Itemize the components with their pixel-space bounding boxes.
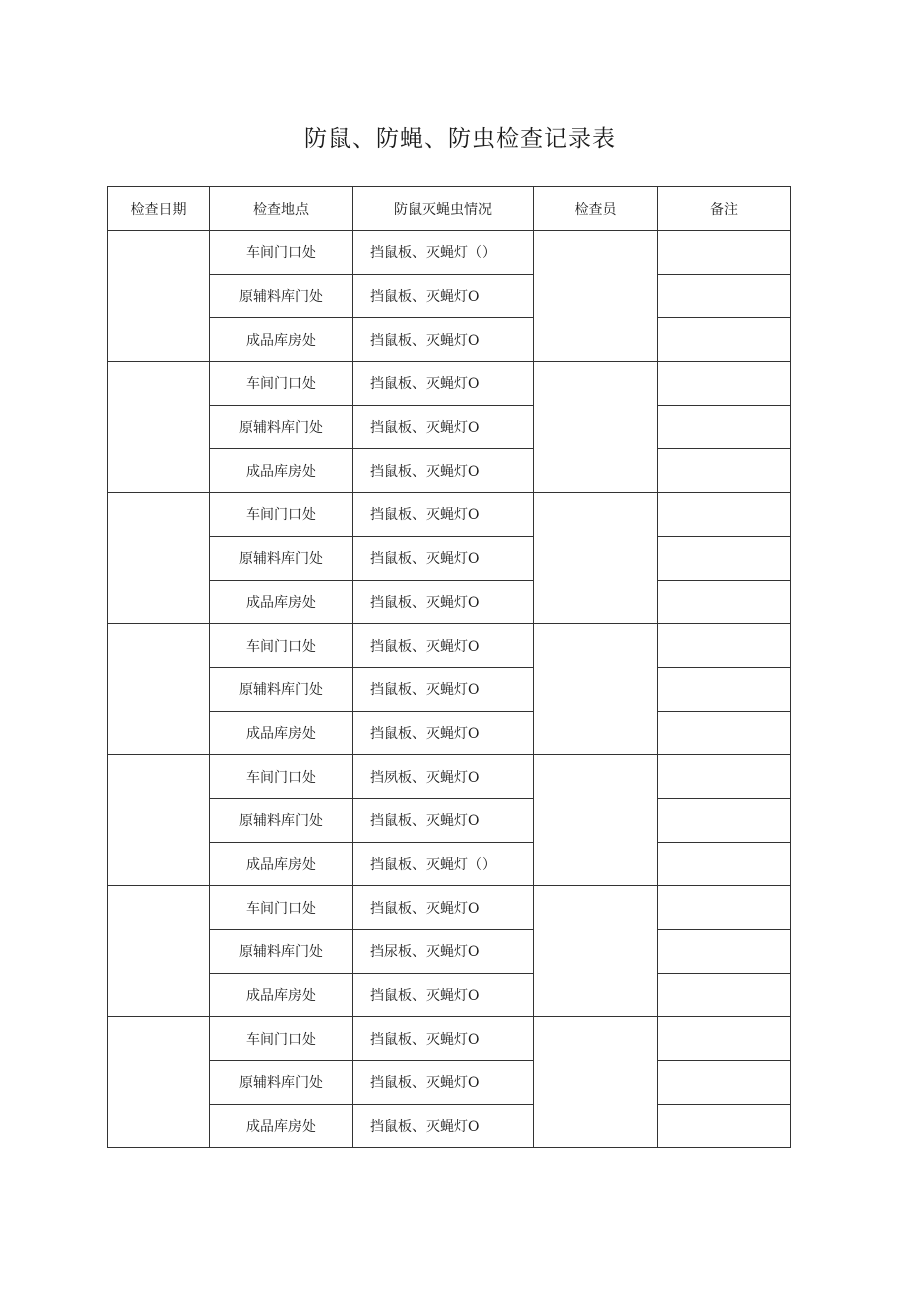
location-cell: 成品库房处	[210, 842, 353, 886]
remark-cell[interactable]	[658, 362, 791, 406]
remark-cell[interactable]	[658, 1061, 791, 1105]
location-cell: 成品库房处	[210, 1104, 353, 1148]
table-row	[108, 755, 791, 799]
table-row	[108, 274, 791, 318]
location-cell: 车间门口处	[210, 886, 353, 930]
location-cell: 原辅料库门处	[210, 667, 353, 711]
table-row	[108, 580, 791, 624]
status-cell: 挡鼠板、灭蝇灯O	[353, 405, 534, 449]
location-cell: 原辅料库门处	[210, 930, 353, 974]
location-cell: 车间门口处	[210, 231, 353, 275]
table-row	[108, 973, 791, 1017]
date-cell[interactable]	[108, 886, 210, 1017]
status-cell: 挡鼠板、灭蝇灯O	[353, 624, 534, 668]
table-row	[108, 798, 791, 842]
remark-cell[interactable]	[658, 231, 791, 275]
inspector-cell[interactable]	[534, 493, 658, 624]
status-cell: 挡鼠板、灭蝇灯O	[353, 536, 534, 580]
status-cell: 挡鼠板、灭蝇灯O	[353, 1104, 534, 1148]
status-cell: 挡夙板、灭蝇灯O	[353, 755, 534, 799]
status-cell: 挡鼠板、灭蝇灯O	[353, 449, 534, 493]
remark-cell[interactable]	[658, 886, 791, 930]
table-row	[108, 667, 791, 711]
remark-cell[interactable]	[658, 318, 791, 362]
remark-cell[interactable]	[658, 711, 791, 755]
status-cell: 挡尿板、灭蝇灯O	[353, 930, 534, 974]
status-cell: 挡鼠板、灭蝇灯O	[353, 711, 534, 755]
inspector-cell[interactable]	[534, 624, 658, 755]
remark-cell[interactable]	[658, 536, 791, 580]
status-cell: 挡鼠板、灭蝇灯O	[353, 886, 534, 930]
status-cell: 挡鼠板、灭蝇灯O	[353, 973, 534, 1017]
header-status: 防鼠灭蝇虫情况	[353, 187, 534, 231]
table-row	[108, 886, 791, 930]
table-row	[108, 930, 791, 974]
location-cell: 原辅料库门处	[210, 536, 353, 580]
date-cell[interactable]	[108, 231, 210, 362]
table-row	[108, 231, 791, 275]
status-cell: 挡鼠板、灭蝇灯O	[353, 1061, 534, 1105]
location-cell: 车间门口处	[210, 624, 353, 668]
remark-cell[interactable]	[658, 493, 791, 537]
table-row	[108, 536, 791, 580]
inspector-cell[interactable]	[534, 755, 658, 886]
header-remark: 备注	[658, 187, 791, 231]
page-title: 防鼠、防蝇、防虫检查记录表	[304, 126, 616, 152]
date-cell[interactable]	[108, 362, 210, 493]
location-cell: 成品库房处	[210, 449, 353, 493]
table-row	[108, 493, 791, 537]
location-cell: 成品库房处	[210, 318, 353, 362]
status-cell: 挡鼠板、灭蝇灯O	[353, 798, 534, 842]
remark-cell[interactable]	[658, 667, 791, 711]
remark-cell[interactable]	[658, 973, 791, 1017]
inspector-cell[interactable]	[534, 886, 658, 1017]
table-row	[108, 711, 791, 755]
status-cell: 挡鼠板、灭蝇灯O	[353, 318, 534, 362]
table-body	[108, 231, 791, 1148]
table-row	[108, 405, 791, 449]
table-header-row	[108, 187, 791, 231]
location-cell: 原辅料库门处	[210, 798, 353, 842]
status-cell: 挡鼠板、灭蝇灯O	[353, 667, 534, 711]
remark-cell[interactable]	[658, 1104, 791, 1148]
table-row	[108, 362, 791, 406]
header-location: 检查地点	[210, 187, 353, 231]
table-row	[108, 1061, 791, 1105]
remark-cell[interactable]	[658, 842, 791, 886]
date-cell[interactable]	[108, 1017, 210, 1148]
remark-cell[interactable]	[658, 580, 791, 624]
location-cell: 原辅料库门处	[210, 1061, 353, 1105]
location-cell: 车间门口处	[210, 493, 353, 537]
remark-cell[interactable]	[658, 798, 791, 842]
status-cell: 挡鼠板、灭蝇灯O	[353, 1017, 534, 1061]
location-cell: 成品库房处	[210, 580, 353, 624]
location-cell: 原辅料库门处	[210, 405, 353, 449]
table-row	[108, 624, 791, 668]
status-cell: 挡鼠板、灭蝇灯O	[353, 580, 534, 624]
date-cell[interactable]	[108, 624, 210, 755]
date-cell[interactable]	[108, 493, 210, 624]
location-cell: 成品库房处	[210, 711, 353, 755]
location-cell: 原辅料库门处	[210, 274, 353, 318]
location-cell: 车间门口处	[210, 755, 353, 799]
remark-cell[interactable]	[658, 755, 791, 799]
location-cell: 成品库房处	[210, 973, 353, 1017]
status-cell: 挡鼠板、灭蝇灯O	[353, 274, 534, 318]
remark-cell[interactable]	[658, 930, 791, 974]
location-cell: 车间门口处	[210, 1017, 353, 1061]
date-cell[interactable]	[108, 755, 210, 886]
inspection-record-table	[107, 186, 791, 1148]
status-cell: 挡鼠板、灭蝇灯（）	[353, 842, 534, 886]
remark-cell[interactable]	[658, 405, 791, 449]
location-cell: 车间门口处	[210, 362, 353, 406]
table-row	[108, 449, 791, 493]
status-cell: 挡鼠板、灭蝇灯O	[353, 493, 534, 537]
table-row	[108, 842, 791, 886]
table-row	[108, 318, 791, 362]
inspector-cell[interactable]	[534, 362, 658, 493]
status-cell: 挡鼠板、灭蝇灯（）	[353, 231, 534, 275]
table-row	[108, 1017, 791, 1061]
remark-cell[interactable]	[658, 1017, 791, 1061]
header-inspector: 检查员	[534, 187, 658, 231]
status-cell: 挡鼠板、灭蝇灯O	[353, 362, 534, 406]
remark-cell[interactable]	[658, 449, 791, 493]
table-row	[108, 1104, 791, 1148]
remark-cell[interactable]	[658, 274, 791, 318]
inspector-cell[interactable]	[534, 1017, 658, 1148]
header-date: 检查日期	[108, 187, 210, 231]
remark-cell[interactable]	[658, 624, 791, 668]
inspector-cell[interactable]	[534, 231, 658, 362]
